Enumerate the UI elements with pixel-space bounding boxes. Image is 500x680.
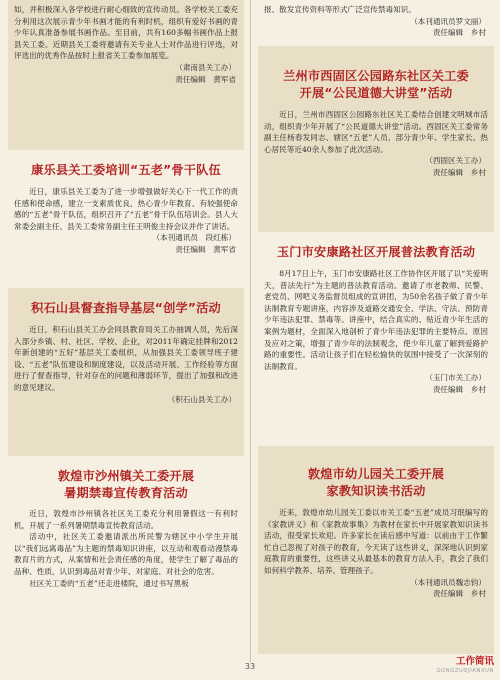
article-title: 积石山县督查指导基层“创学”活动: [31, 301, 221, 315]
article-title: 康乐县关工委培训“五老”骨干队伍: [31, 163, 221, 177]
article-box-xigu: [258, 46, 494, 232]
article-title-line1: 敦煌市幼儿园关工委开展: [307, 467, 445, 481]
article-body: 近日，康乐县关工委为了进一步增强做好关心下一代工作的责任感和使命感，建立一支素质优良、热心青少年教育、有较强使命感的“五老”骨干队伍，组织召开了“五老”骨干队伍培训会。县人大常委会副主任、县关工委常务副主任王明俊主持会议并作了讲话。: [14, 187, 238, 231]
article-byline: 责任编辑 黄军省: [175, 244, 236, 254]
article-box-continued: [258, 0, 494, 46]
article-body: 近日，积石山县关工办会同县教育局关工办抽调人员，先后深入部分乡镇、村、社区、学校、企业，对2011年确定挂牌和2012年新创建的“五好”基层关工委组织，从加强县关工委领导班子建设、“五老”队伍建设和制度建设，以及活动开展、工作经验等方面进行了督查指导，针对存在的问题和薄弱环节，提出了加强和改进的意见建议。: [14, 325, 238, 392]
column-divider: [250, 0, 251, 662]
article-title: [14, 468, 238, 502]
article-credit: （本刊通讯员魏志钧）: [410, 577, 486, 587]
article-body: 近来，敦煌市幼儿园关工委以市关工委“五老”成员习珉编写的《家教讲义》和《家教故事集》为教材在家长中开展家教知识读书活动，很受家长欢迎。许多家长在读后感中写道：以前由于工作繁忙自己忽视了对孩子的教育，今天读了这些讲义，深深地认识到家庭教育的重要性，这些讲义从最基本的教育方法入手，教会了我们如何科学教养、培养、管理孩子。: [264, 508, 488, 575]
article-box-kangle: [8, 150, 244, 288]
article-title-line2: 开展“公民道德大讲堂”活动: [299, 86, 453, 100]
article-title: [264, 466, 488, 500]
brand-name: 工作简讯: [455, 656, 494, 667]
article-body: 8月17日上午，玉门市安康路社区工作协作区开展了以“关爱明天，普法先行”为主题的普法教育活动。邀请了市老教师、民警、老党员、网吧义务监督员组成的宣讲团，为50余名孩子做了青少年法制教育专题讲座，内容涉及道路交通安全、学法、守法、预防青少年违法犯罪、禁毒等。讲座中，结合真实的、贴近青少年生活的案例为题材，全面深入地剖析了青少年违法犯罪的主要特点、原因及应对之策，增强了青少年的法制观念，使少年儿童了解到爱路护路的重要性。活动让孩子们在轻松愉快的氛围中接受了一次深刻的法制教育。: [264, 269, 488, 371]
article-credit: （本刊通讯员 段红栋）: [152, 233, 236, 243]
right-column: [258, 0, 494, 654]
brand-pinyin: GONGZUOJIANXUN: [436, 668, 494, 674]
article-credit: （肃南县关工办）: [175, 62, 236, 72]
article-body: 活动中，社区关工委邀请派出所民警为辖区中小学生开展以“我们远离毒品”为主题的禁毒知识讲座，以互动和观看动漫禁毒教育片的方式，从案情和社会责任感的角度，使学生了解了毒品的品种、性质，认识到毒品对青少年、对家庭、对社会的危害。: [14, 532, 238, 576]
article-box-yumen: [258, 232, 494, 446]
article-title-line1: 敦煌市沙州镇关工委开展: [57, 469, 195, 483]
article-title-line2: 暑期禁毒宣传教育活动: [64, 486, 188, 500]
article-credit: （积石山县关工办）: [167, 394, 236, 404]
article-title: [264, 68, 488, 102]
article-body: 如，并积极深入各学校进行耐心细致的宣传动员。各学校关工委充分利用这次展示青少年书画才能的有利时机，组织有爱好书画的青少年认真准备参展书画作品。至目前，共有160多幅书画作品上报县关工委。近期县关工委将邀请有关专业人士对作品进行评选，对评选出的优秀作品按时上报省关工委参加展览。: [14, 5, 238, 61]
article-title-line2: 家教知识读书活动: [326, 484, 426, 498]
article-title-line1: 兰州市西固区公园路东社区关工委: [283, 69, 469, 83]
article-credit: （西固区关工办）: [425, 156, 486, 166]
article-box-xiaonan: [8, 0, 244, 150]
article-box-kindergarten: [258, 446, 494, 654]
article-credit: （本刊通讯员罗文丽）: [410, 16, 486, 26]
article-title: 玉门市安康路社区开展普法教育活动: [276, 245, 476, 259]
article-credit: （玉门市关工办）: [425, 373, 486, 383]
article-byline: 责任编辑 黄军省: [175, 74, 236, 84]
page-number: 33: [244, 662, 256, 671]
article-byline: 责任编辑 乡村: [432, 589, 486, 599]
article-byline: 责任编辑 乡村: [432, 28, 486, 38]
article-body: 报、散发宣传资料等形式广泛宣传禁毒知识。: [264, 5, 416, 14]
article-box-jishishan: [8, 288, 244, 456]
left-column: [8, 0, 244, 661]
brand-logo: [436, 656, 494, 675]
article-byline: 责任编辑 乡村: [432, 384, 486, 394]
article-body: 近日，兰州市西固区公园路东社区关工委结合创建文明城市活动，组织青少年开展了“公民道德大讲堂”活动。西固区关工委常务副主任杨春发同志、辖区“五老”人员、部分青少年、学生家长、热心居民等近40余人参加了此次活动。: [264, 110, 488, 154]
article-body: 社区关工委的“五老”还走进楼院，通过书写黑板: [29, 578, 189, 588]
article-box-shazhou: [8, 456, 244, 661]
article-byline: 责任编辑 乡村: [432, 167, 486, 177]
article-body: 近日，敦煌市沙州镇各社区关工委充分利用暑假这一有利时机，开展了一系列暑期禁毒宣传教育活动。: [14, 509, 238, 530]
